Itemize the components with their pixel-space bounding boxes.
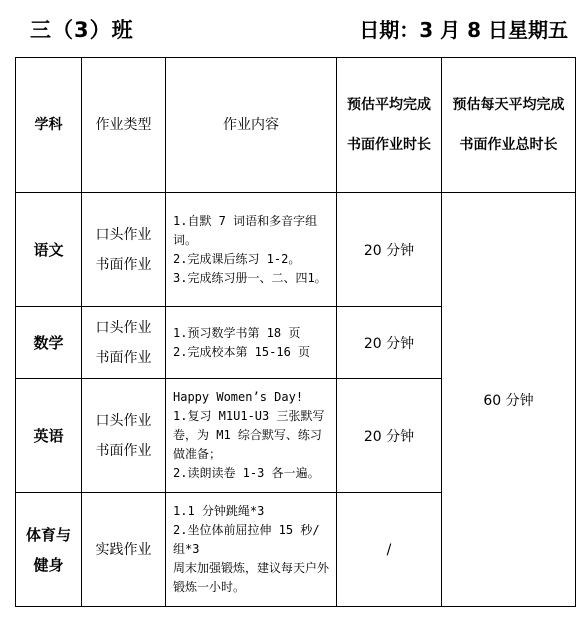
type-item: 口头作业 [95,412,152,429]
header-avg-time [337,58,442,193]
time-cell: 20 分钟 [337,193,442,307]
header-subject: 学科 [16,58,82,193]
type-item: 口头作业 [95,226,152,243]
time-cell: / [337,493,442,607]
type-cell [82,379,166,493]
content-line: Happy Women’s Day! [173,390,304,404]
type-cell [82,493,166,607]
type-item: 书面作业 [95,256,152,273]
type-item: 书面作业 [95,442,152,459]
content-line: 2.完成课后练习 1-2。 [173,251,301,266]
type-cell [82,193,166,307]
subject-text: 体育与健身 [25,525,71,574]
page-header [0,0,582,54]
content-line: 3.完成练习册一、二、四1。 [173,270,327,285]
header-row [16,58,576,193]
header-type: 作业类型 [82,58,166,193]
header-total-time [442,58,576,193]
content-line: 周末加强锻炼，建议每天户外锻炼一小时。 [173,561,330,594]
table-row [16,193,576,307]
content-cell [166,307,337,379]
content-line: 1.预习数学书第 18 页 [173,325,301,340]
header-content: 作业内容 [166,58,337,193]
date-line [359,14,568,43]
header-total-time-text: 预估每天平均完成书面作业总时长 [452,97,565,153]
content-cell [166,193,337,307]
type-item: 口头作业 [95,319,152,336]
content-line: 1.1 分钟跳绳*3 [173,504,265,518]
content-line: 2.完成校本第 15-16 页 [173,344,311,359]
class-name: 三（3）班 [30,18,134,42]
content-line: 2.读朗读卷 1-3 各一遍。 [173,466,320,480]
content-line: 2.坐位体前屈拉伸 15 秒/组*3 [173,523,320,556]
weekday: 星期五 [508,18,568,42]
type-item: 书面作业 [95,349,152,366]
subject-cell: 语文 [16,193,82,307]
date-label: 日期： [359,18,420,42]
subject-cell [16,493,82,607]
homework-table [15,57,576,607]
type-item: 实践作业 [95,541,152,558]
subject-cell: 数学 [16,307,82,379]
content-cell [166,379,337,493]
date-value: 3 月 8 日 [419,18,508,42]
header-avg-time-text: 预估平均完成书面作业时长 [347,97,431,153]
content-line: 1.自默 7 词语和多音字组词。 [173,213,318,247]
content-cell [166,493,337,607]
type-cell [82,307,166,379]
subject-cell: 英语 [16,379,82,493]
time-cell: 20 分钟 [337,307,442,379]
time-cell: 20 分钟 [337,379,442,493]
content-line: 1.复习 M1U1-U3 三张默写卷，为 M1 综合默写、练习做准备； [173,409,325,461]
total-time-cell: 60 分钟 [442,193,576,607]
